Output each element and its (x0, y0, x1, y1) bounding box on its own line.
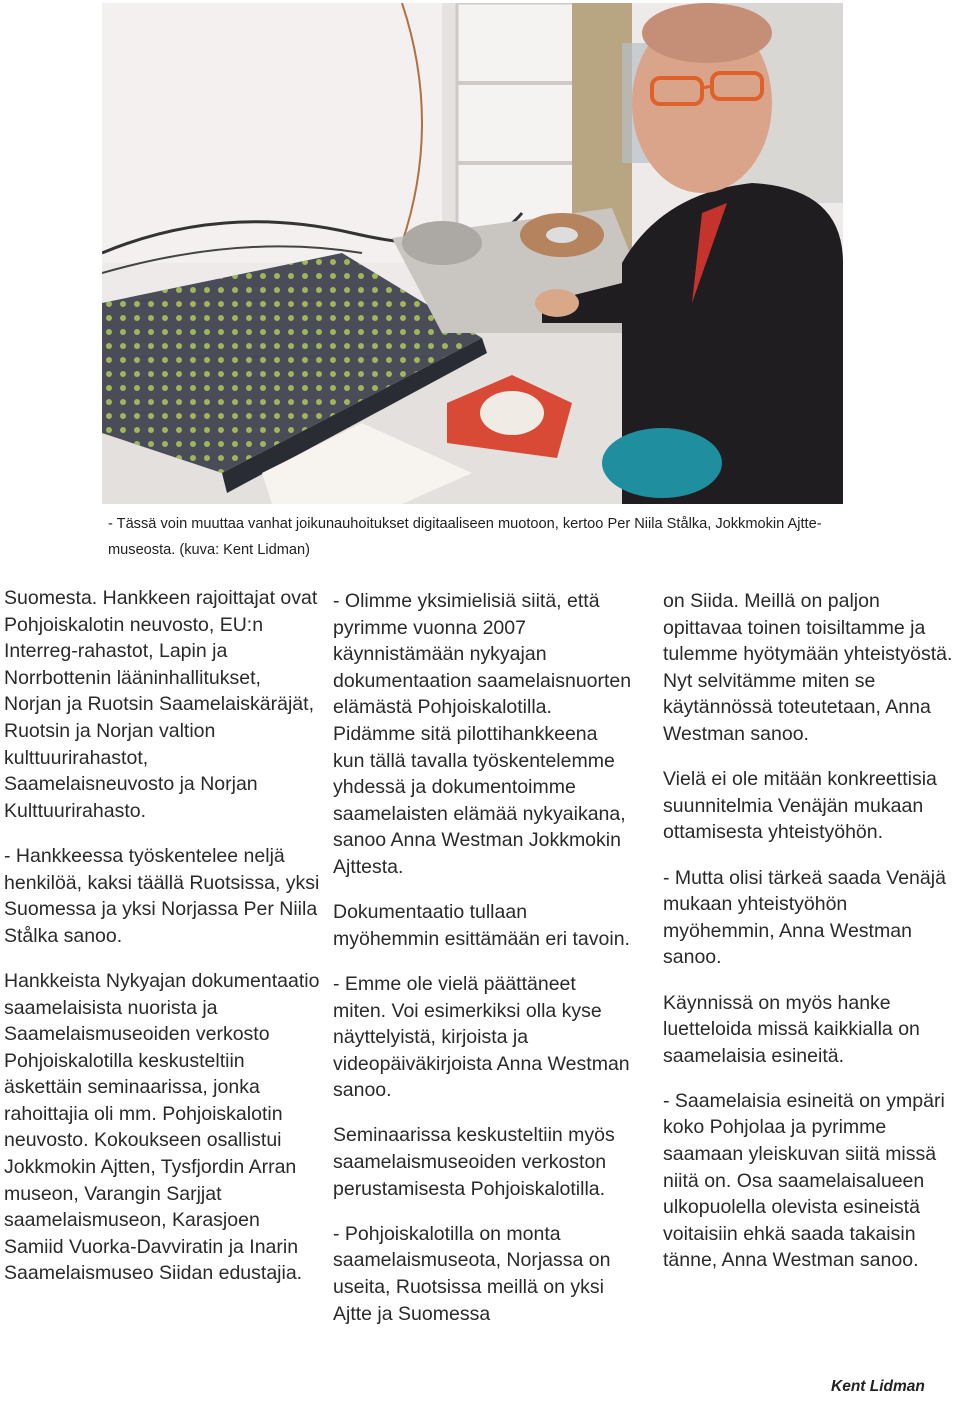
author-byline: Kent Lidman (831, 1378, 925, 1395)
paragraph: - Pohjoiskalotilla on monta saamelaismuseota, Norjassa on useita, Ruotsissa meillä on yksi Ajtte ja Suomessa (333, 1222, 611, 1325)
photo-caption: - Tässä voin muuttaa vanhat joikunauhoitukset digitaaliseen muotoon, kertoo Per Niila Stålka, Jokkmokin Ajtte-museosta. (kuva: Kent Lidman) (108, 516, 822, 558)
article-column-2 (333, 588, 633, 1346)
article-photo (102, 3, 843, 504)
paragraph: Vielä ei ole mitään konkreettisia suunnitelmia Venäjän mukaan ottamisesta yhteistyöhön. (663, 768, 937, 844)
paragraph: - Saamelaisia esineitä on ympäri koko Pohjolaa ja pyrimme saamaan yleiskuvan siitä missä niitä on. Osa saamelaisalueen ulkopuolella olevista esineistä voitaisiin ehkä saada takaisin tänne, Anna Westman sanoo. (663, 1089, 945, 1272)
paragraph: - Emme ole vielä päättäneet miten. Voi esimerkiksi olla kyse näyttelyistä, kirjoista ja videopäiväkirjoista Anna Westman sanoo. (333, 972, 630, 1102)
article-column-1 (4, 585, 322, 1306)
paragraph: on Siida. Meillä on paljon opittavaa toinen toisiltamme ja tulemme hyötymään yhteistyöstä. Nyt selvitämme miten se käytännössä toteutetaan, Anna Westman sanoo. (663, 590, 953, 745)
paragraph: - Olimme yksimielisiä siitä, että pyrimme vuonna 2007 käynnistämään nykyajan dokumentaation saamelaisnuorten elämästä Pohjoiskalotilla. Pidämme sitä pilottihankkeena kun tällä tavalla työskentelemme yhdessä ja dokumentoimme saamelaisten elämää nykyaikana, sanoo Anna Westman Jokkmokin Ajttesta. (333, 590, 632, 878)
paragraph: Hankkeista Nykyajan dokumentaatio saamelaisista nuorista ja Saamelaismuseoiden verkosto Pohjoiskalotilla keskusteltiin äskettäin seminaarissa, jonka rahoittajia oli mm. Pohjoiskalotin neuvosto. Kokoukseen osallistui Jokkmokin Ajtten, Tysfjordin Arran museon, Varangin Sarjjat saamelaismuseon, Karasjoen Samiid Vuorka-Davviratin ja Inarin Saamelaismuseo Siidan edustajia. (4, 969, 320, 1285)
paragraph: Käynnissä on myös hanke luetteloida missä kaikkialla on saamelaisia esineitä. (663, 991, 920, 1067)
article-column-3 (663, 588, 959, 1293)
paragraph: - Hankkeessa työskentelee neljä henkilöä, kaksi täällä Ruotsissa, yksi Suomessa ja yksi Norjassa Per Niila Stålka sanoo. (4, 844, 320, 947)
paragraph: - Mutta olisi tärkeä saada Venäjä mukaan yhteistyöhön myöhemmin, Anna Westman sanoo. (663, 866, 946, 969)
paragraph: Dokumentaatio tullaan myöhemmin esittämään eri tavoin. (333, 901, 630, 950)
paragraph: Seminaarissa keskusteltiin myös saamelaismuseoiden verkoston perustamisesta Pohjoiskalotilla. (333, 1124, 615, 1200)
paragraph: Suomesta. Hankkeen rajoittajat ovat Pohjoiskalotin neuvosto, EU:n Interreg-rahastot, Lapin ja Norrbottenin lääninhallitukset, Norjan ja Ruotsin Saamelaiskäräjät, Ruotsin ja Norjan valtion kulttuurirahastot, Saamelaisneuvosto ja Norjan Kulttuurirahasto. (4, 587, 318, 822)
